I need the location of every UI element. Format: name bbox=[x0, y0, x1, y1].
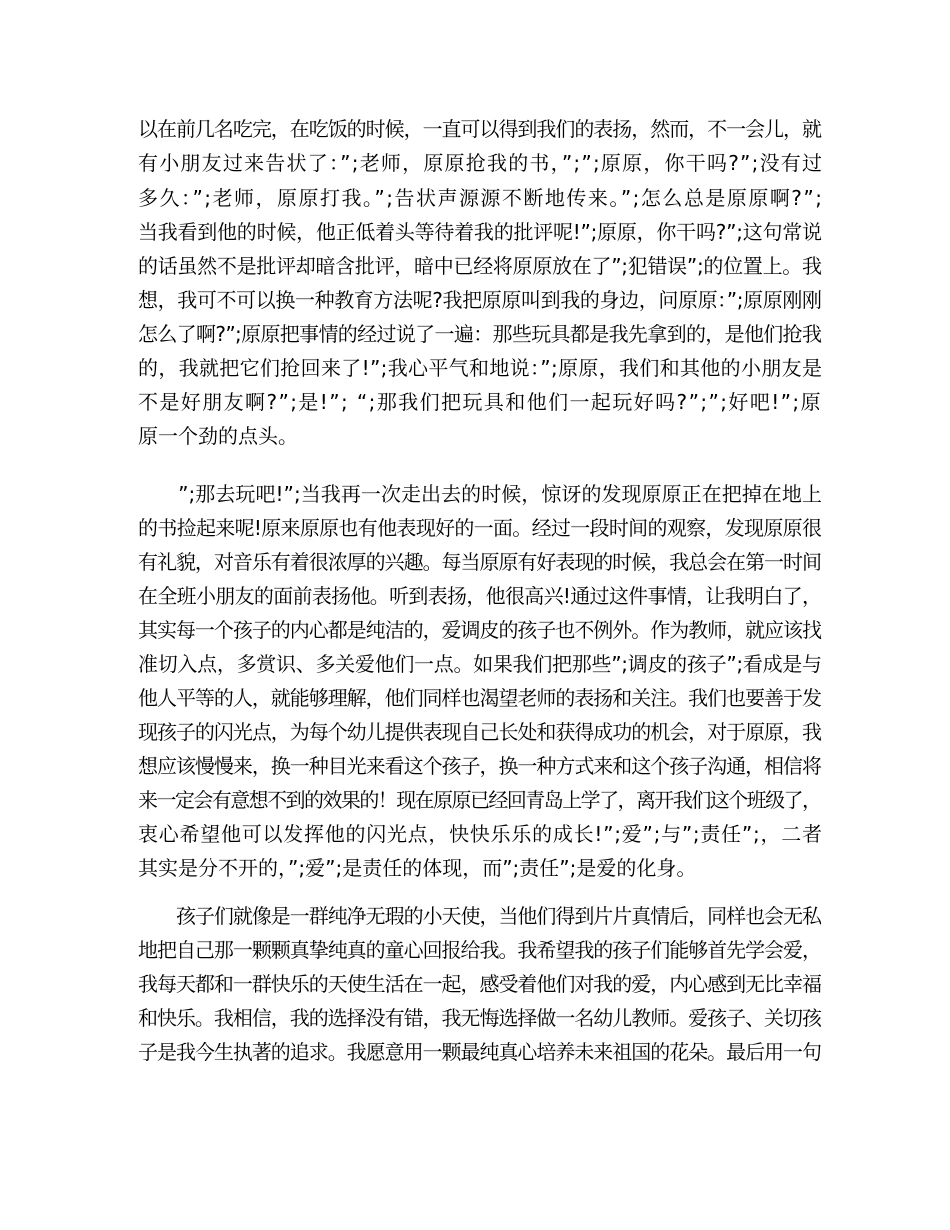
text-line-content: 和快乐。我相信，我的选择没有错，我无悔选择做一名幼儿教师。爱孩子、关切孩 bbox=[138, 1006, 821, 1030]
text-line-content: 他人平等的人，就能够理解，他们同样也渴望老师的表扬和关注。我们也要善于发 bbox=[138, 686, 821, 710]
text-line bbox=[138, 419, 822, 453]
text-line bbox=[138, 817, 822, 851]
text-line bbox=[138, 715, 822, 749]
text-line bbox=[138, 933, 822, 967]
text-line-content: 的书捡起来呢!原来原原也有他表现好的一面。经过一段时间的观察，发现原原很 bbox=[138, 516, 822, 540]
text-line bbox=[138, 249, 822, 283]
text-line bbox=[138, 511, 822, 545]
text-line-content: 孩子们就像是一群纯净无瑕的小天使，当他们得到片片真情后，同样也会无私 bbox=[138, 904, 821, 928]
text-line bbox=[138, 545, 822, 579]
text-line-content: 不是好朋友啊?”;是!”; “;那我们把玩具和他们一起玩好吗?”;”;好吧!”;原 bbox=[138, 390, 822, 414]
text-line-content: 有礼貌，对音乐有着很浓厚的兴趣。每当原原有好表现的时候，我总会在第一时间 bbox=[138, 550, 821, 574]
text-line-content: 来一定会有意想不到的效果的！现在原原已经回青岛上学了，离开我们这个班级了， bbox=[138, 788, 821, 812]
text-line-content: ”;那去玩吧!”;当我再一次走出去的时候，惊讶的发现原原正在把掉在地上 bbox=[138, 482, 823, 506]
text-line bbox=[138, 146, 822, 180]
text-line bbox=[138, 351, 822, 385]
text-line bbox=[138, 647, 822, 681]
text-line-content: 以在前几名吃完，在吃饭的时候，一直可以得到我们的表扬，然而，不一会儿，就 bbox=[138, 117, 821, 141]
text-line-content: 我每天都和一群快乐的天使生活在一起，感受着他们对我的爱，内心感到无比幸福 bbox=[138, 972, 821, 996]
text-line bbox=[138, 477, 822, 511]
text-line bbox=[138, 385, 822, 419]
text-line-content: 其实是分不开的，”;爱”;是责任的体现，而”;责任”;是爱的化身。 bbox=[138, 856, 697, 880]
text-line bbox=[138, 681, 822, 715]
text-line-content: 衷心希望他可以发挥他的闪光点，快快乐乐的成长!”;爱”;与”;责任”;，二者 bbox=[138, 822, 823, 846]
text-line bbox=[138, 613, 822, 647]
text-line bbox=[138, 181, 822, 215]
text-line bbox=[138, 851, 822, 885]
text-line-content: 有小朋友过来告状了：”;老师，原原抢我的书，”;”;原原，你干吗?”;没有过 bbox=[138, 151, 824, 175]
text-line-content: 想，我可不可以换一种教育方法呢?我把原原叫到我的身边，问原原：”;原原刚刚 bbox=[138, 288, 822, 312]
text-line-content: 当我看到他的时候，他正低着头等待着我的批评呢!”;原原，你干吗?”;这句常说 bbox=[138, 220, 822, 244]
text-line bbox=[138, 317, 822, 351]
text-line-content: 多久：”;老师，原原打我。”;告状声源源不断地传来。”;怎么总是原原啊?”; bbox=[138, 186, 824, 210]
text-line-content: 子是我今生执著的追求。我愿意用一颗最纯真心培养未来祖国的花朵。最后用一句 bbox=[138, 1040, 821, 1064]
text-line bbox=[138, 783, 822, 817]
text-line bbox=[138, 899, 822, 933]
text-line-content: 的，我就把它们抢回来了!”;我心平气和地说：”;原原，我们和其他的小朋友是 bbox=[138, 356, 823, 380]
text-line bbox=[138, 1035, 822, 1069]
text-line-content: 怎么了啊?”;原原把事情的经过说了一遍：那些玩具都是我先拿到的，是他们抢我 bbox=[138, 322, 822, 346]
text-line bbox=[138, 215, 822, 249]
text-line-content: 原一个劲的点头。 bbox=[138, 424, 298, 448]
text-line-content: 地把自己那一颗颗真挚纯真的童心回报给我。我希望我的孩子们能够首先学会爱， bbox=[138, 938, 821, 962]
text-line bbox=[138, 967, 822, 1001]
text-line-content: 现孩子的闪光点，为每个幼儿提供表现自己长处和获得成功的机会，对于原原，我 bbox=[138, 720, 821, 744]
text-line bbox=[138, 112, 822, 146]
text-line-content: 准切入点，多赏识、多关爱他们一点。如果我们把那些”;调皮的孩子”;看成是与 bbox=[138, 652, 822, 676]
text-line bbox=[138, 749, 822, 783]
text-line bbox=[138, 1001, 822, 1035]
text-line-content: 想应该慢慢来，换一种目光来看这个孩子，换一种方式来和这个孩子沟通，相信将 bbox=[138, 754, 821, 778]
text-line-content: 其实每一个孩子的内心都是纯洁的，爱调皮的孩子也不例外。作为教师，就应该找 bbox=[138, 618, 821, 642]
text-line-content: 的话虽然不是批评却暗含批评，暗中已经将原原放在了”;犯错误”;的位置上。我 bbox=[138, 254, 822, 278]
text-line-content: 在全班小朋友的面前表扬他。听到表扬，他很高兴!通过这件事情，让我明白了， bbox=[138, 584, 822, 608]
text-line bbox=[138, 283, 822, 317]
text-line bbox=[138, 579, 822, 613]
